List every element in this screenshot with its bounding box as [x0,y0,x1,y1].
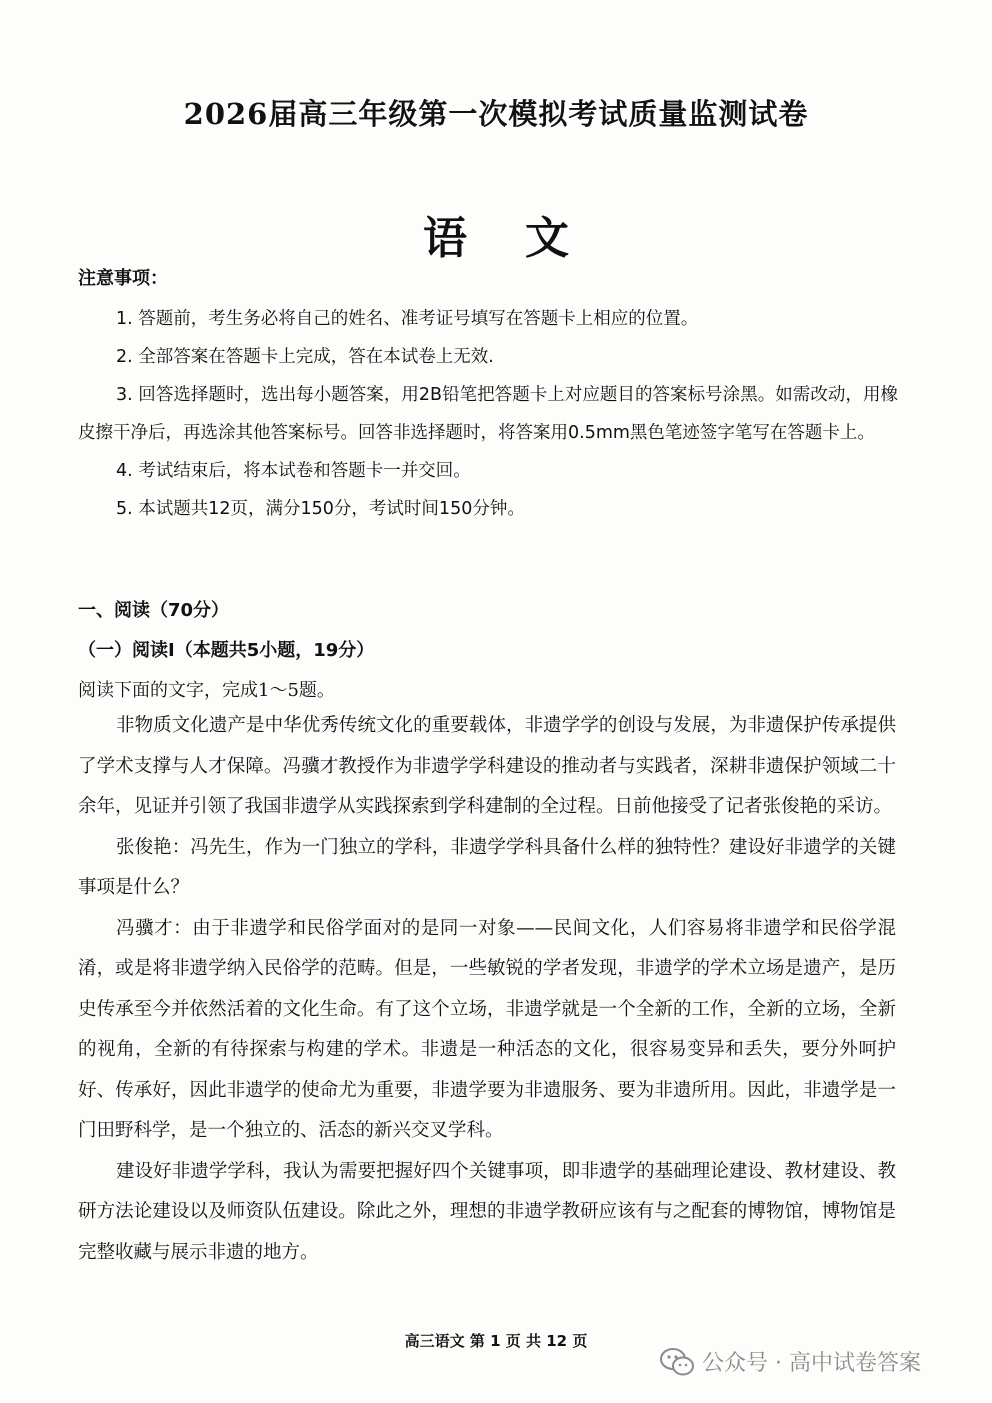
sub-section-heading: （一）阅读Ⅰ（本题共5小题，19分） [78,640,375,661]
passage-paragraph-2: 张俊艳：冯先生，作为一门独立的学科，非遗学学科具备什么样的独特性？建设好非遗学的关键事项是什么？ [78,836,896,898]
watermark [660,1346,921,1377]
wechat-icon [660,1348,694,1376]
subject-title [0,202,992,266]
reading-passage [78,706,896,1273]
passage-paragraph-1: 非物质文化遗产是中华优秀传统文化的重要载体，非遗学学的创设与发展，为非遗保护传承提供了学术支撑与人才保障。冯骥才教授作为非遗学学科建设的推动者与实践者，深耕非遗保护领域二十余年，见证并引领了我国非遗学从实践探索到学科建制的全过程。日前他接受了记者张俊艳的采访。 [78,715,896,817]
passage-paragraph-3: 冯骥才：由于非遗学和民俗学面对的是同一对象——民间文化，人们容易将非遗学和民俗学混淆，或是将非遗学纳入民俗学的范畴。但是，一些敏锐的学者发现，非遗学的学术立场是遗产，是历史传承至今并依然活着的文化生命。有了这个立场，非遗学就是一个全新的工作，全新的立场，全新的视角，全新的有待探索与构建的学术。非遗是一种活态的文化，很容易变异和丢失，要分外呵护好、传承好，因此非遗学的使命尤为重要，非遗学要为非遗服务、要为非遗所用。因此，非遗学是一门田野科学，是一个独立的、活态的新兴交叉学科。 [78,917,896,1141]
notice-item-3: 3. 回答选择题时，选出每小题答案，用2B铅笔把答题卡上对应题目的答案标号涂黑。如需改动，用橡皮擦干净后，再选涂其他答案标号。回答非选择题时，将答案用0.5mm黑色笔迹签字笔写在答题卡上。 [78,385,898,443]
subject-char-2: 文 [525,213,569,264]
notice-item-2: 2. 全部答案在答题卡上完成，答在本试卷上无效. [116,347,494,367]
notice-item-1: 1. 答题前，考生务必将自己的姓名、准考证号填写在答题卡上相应的位置。 [116,309,699,329]
notice-item-5: 5. 本试题共12页，满分150分，考试时间150分钟。 [116,499,525,519]
passage-paragraph-4: 建设好非遗学学科，我认为需要把握好四个关键事项，即非遗学的基础理论建设、教材建设、教研方法论建设以及师资队伍建设。除此之外，理想的非遗学教研应该有与之配套的博物馆，博物馆是完整收藏与展示非遗的地方。 [78,1160,896,1263]
notice-heading: 注意事项： [78,268,168,289]
notice-list [78,300,898,528]
watermark-text: 公众号 · 高中试卷答案 [702,1351,921,1376]
notice-item-4: 4. 考试结束后，将本试卷和答题卡一并交回。 [116,461,471,481]
section-heading: 一、阅读（70分） [78,600,230,621]
exam-title: 2026届高三年级第一次模拟考试质量监测试卷 [183,97,809,131]
page-footer: 高三语文 第 1 页 共 12 页 [404,1332,588,1350]
reading-instruction: 阅读下面的文字，完成1～5题。 [78,680,335,701]
subject-char-1: 语 [423,213,467,264]
